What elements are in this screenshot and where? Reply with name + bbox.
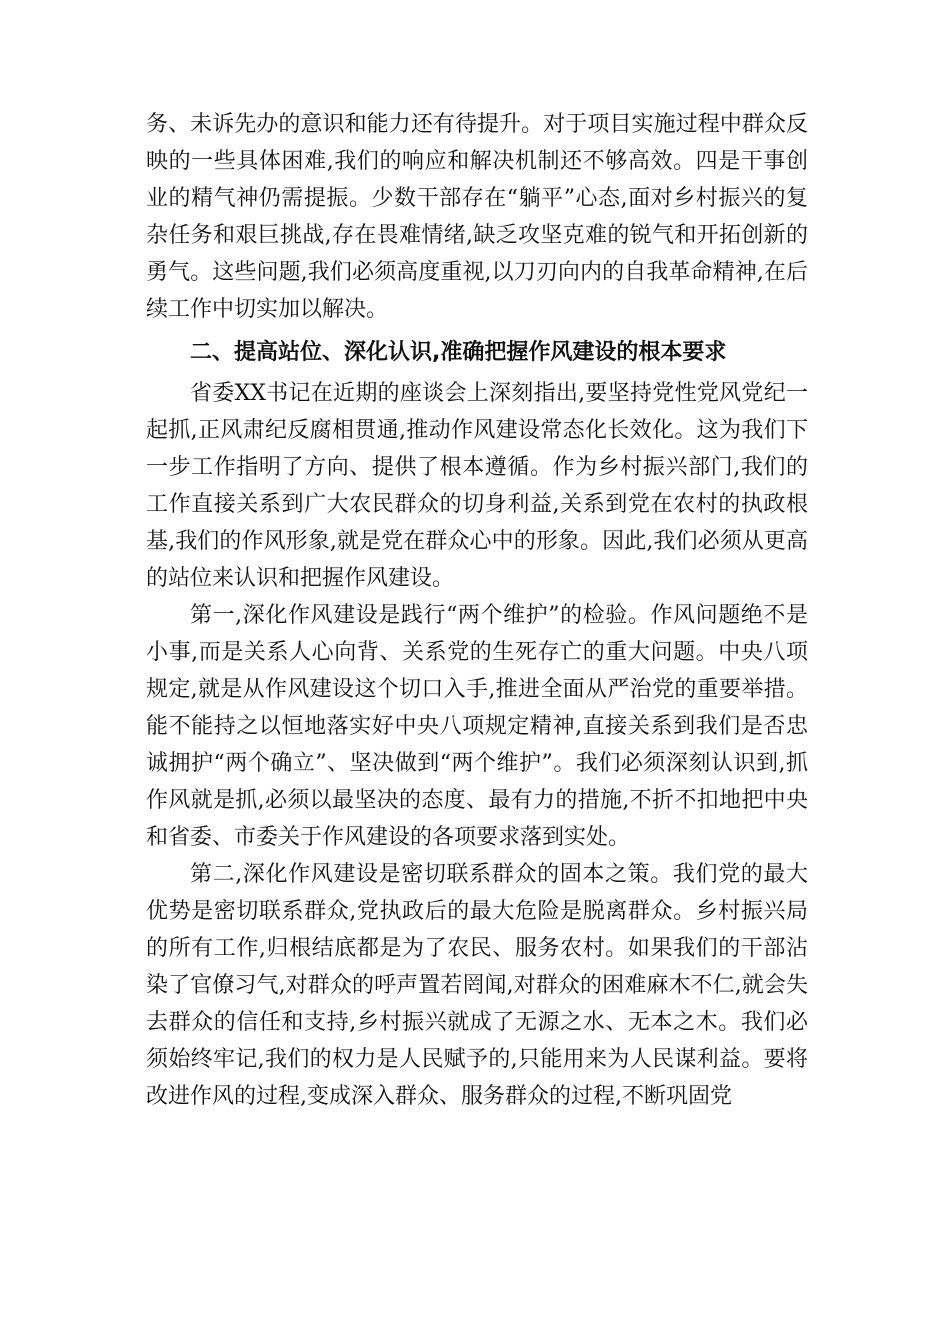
body-paragraph-intro: 省委XX书记在近期的座谈会上深刻指出,要坚持党性党风党纪一起抓,正风肃纪反腐相贯通,推动作风建设常态化长效化。这为我们下一步工作指明了方向、提供了根本遵循。作为乡村振兴部门,我们的工作直接关系到广大农民群众的切身利益,关系到党在农村的执政根基,我们的作风形象,就是党在群众心中的形象。因此,我们必须从更高的站位来认识和把握作风建设。 — [146, 381, 808, 591]
body-paragraph-point-2: 第二,深化作风建设是密切联系群众的固本之策。我们党的最大优势是密切联系群众,党执政后的最大危险是脱离群众。乡村振兴局的所有工作,归根结底都是为了农民、服务农村。如果我们的干部沾染了官僚习气,对群众的呼声置若罔闻,对群众的困难麻木不仁,就会失去群众的信任和支持,乡村振兴就成了无源之水、无本之木。我们必须始终牢记,我们的权力是人民赋予的,只能用来为人民谋利益。要将改进作风的过程,变成深入群众、服务群众的过程,不断巩固党 — [146, 862, 808, 1109]
document-page — [146, 106, 808, 1115]
section-heading: 二、提高站位、深化认识,准确把握作风建设的根本要求 — [190, 340, 727, 365]
body-paragraph-continuation: 务、未诉先办的意识和能力还有待提升。对于项目实施过程中群众反映的一些具体困难,我们的响应和解决机制还不够高效。四是干事创业的精气神仍需提振。少数干部存在“躺平”心态,面对乡村振兴的复杂任务和艰巨挑战,存在畏难情绪,缺乏攻坚克难的锐气和开拓创新的勇气。这些问题,我们必须高度重视,以刀刃向内的自我革命精神,在后续工作中切实加以解决。 — [146, 112, 808, 322]
body-paragraph-point-1: 第一,深化作风建设是践行“两个维护”的检验。作风问题绝不是小事,而是关系人心向背、关系党的生死存亡的重大问题。中央八项规定,就是从作风建设这个切口入手,推进全面从严治党的重要举措。能不能持之以恒地落实好中央八项规定精神,直接关系到我们是否忠诚拥护“两个确立”、坚决做到“两个维护”。我们必须深刻认识到,抓作风就是抓,必须以最坚决的态度、最有力的措施,不折不扣地把中央和省委、市委关于作风建设的各项要求落到实处。 — [146, 603, 808, 850]
